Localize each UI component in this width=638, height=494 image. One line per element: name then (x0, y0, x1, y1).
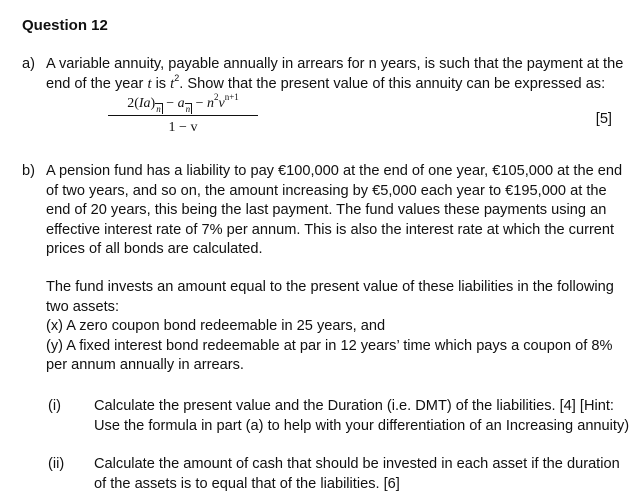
formula-denominator: 1 − v (168, 120, 198, 135)
t-squared: t (170, 75, 175, 92)
t-symbol: t (147, 75, 152, 92)
part-a-text-before: A variable annuity, payable annually in arrears for n years, is such that the payment at the end of the year (46, 56, 624, 92)
part-b-para1-text: A pension fund has a liability to pay €100,000 at the end of one year, €105,000 at the end of two years, and so on, the amount increasing by €5,000 each year to €195,000 at the end of 20 years, this being the last payment. The fund values these payments using an effective interest rate of 7% per annum. This is also the interest rate at which the current prices of all bonds are calculated. (46, 163, 623, 258)
part-b-label: b) (22, 163, 35, 179)
sub-i-label: (i) (48, 398, 61, 414)
question-title: Question 12 (22, 17, 108, 34)
pv-formula (108, 92, 258, 138)
sub-ii-label: (ii) (48, 456, 65, 472)
part-b-para1 (46, 162, 631, 260)
part-b-para2-line2: (x) A zero coupon bond redeemable in 25 years, and (46, 318, 386, 335)
exponent-2: 2 (174, 72, 180, 83)
part-a-marks: [5] (595, 111, 612, 127)
part-b-para2-line3: (y) A fixed interest bond redeemable at par in 12 years’ time which pays a coupon of 8% per annum annually in arrears. (46, 337, 613, 374)
sub-ii-text: Calculate the amount of cash that should be invested in each asset if the duration of the assets is to equal that of the liabilities. [6] (94, 456, 620, 492)
part-b-para2-line1: The fund invests an amount equal to the present value of these liabilities in the following two assets: (46, 279, 614, 315)
formula-numerator: $2(Ia)_n - a_n - n^2v^{n+1}$ (108, 95, 258, 116)
part-b-para2 (46, 278, 631, 376)
part-a-label: a) (22, 56, 35, 72)
part-a-text (46, 55, 631, 95)
part-a-text-after: . Show that the present value of this annuity can be expressed as: (179, 75, 606, 92)
sub-i-text: Calculate the present value and the Duration (i.e. DMT) of the liabilities. [4] [Hint: Use the formula in part (a) to help with your differentiation of an Increasing annuity) (94, 398, 630, 434)
is-word: is (155, 75, 167, 92)
